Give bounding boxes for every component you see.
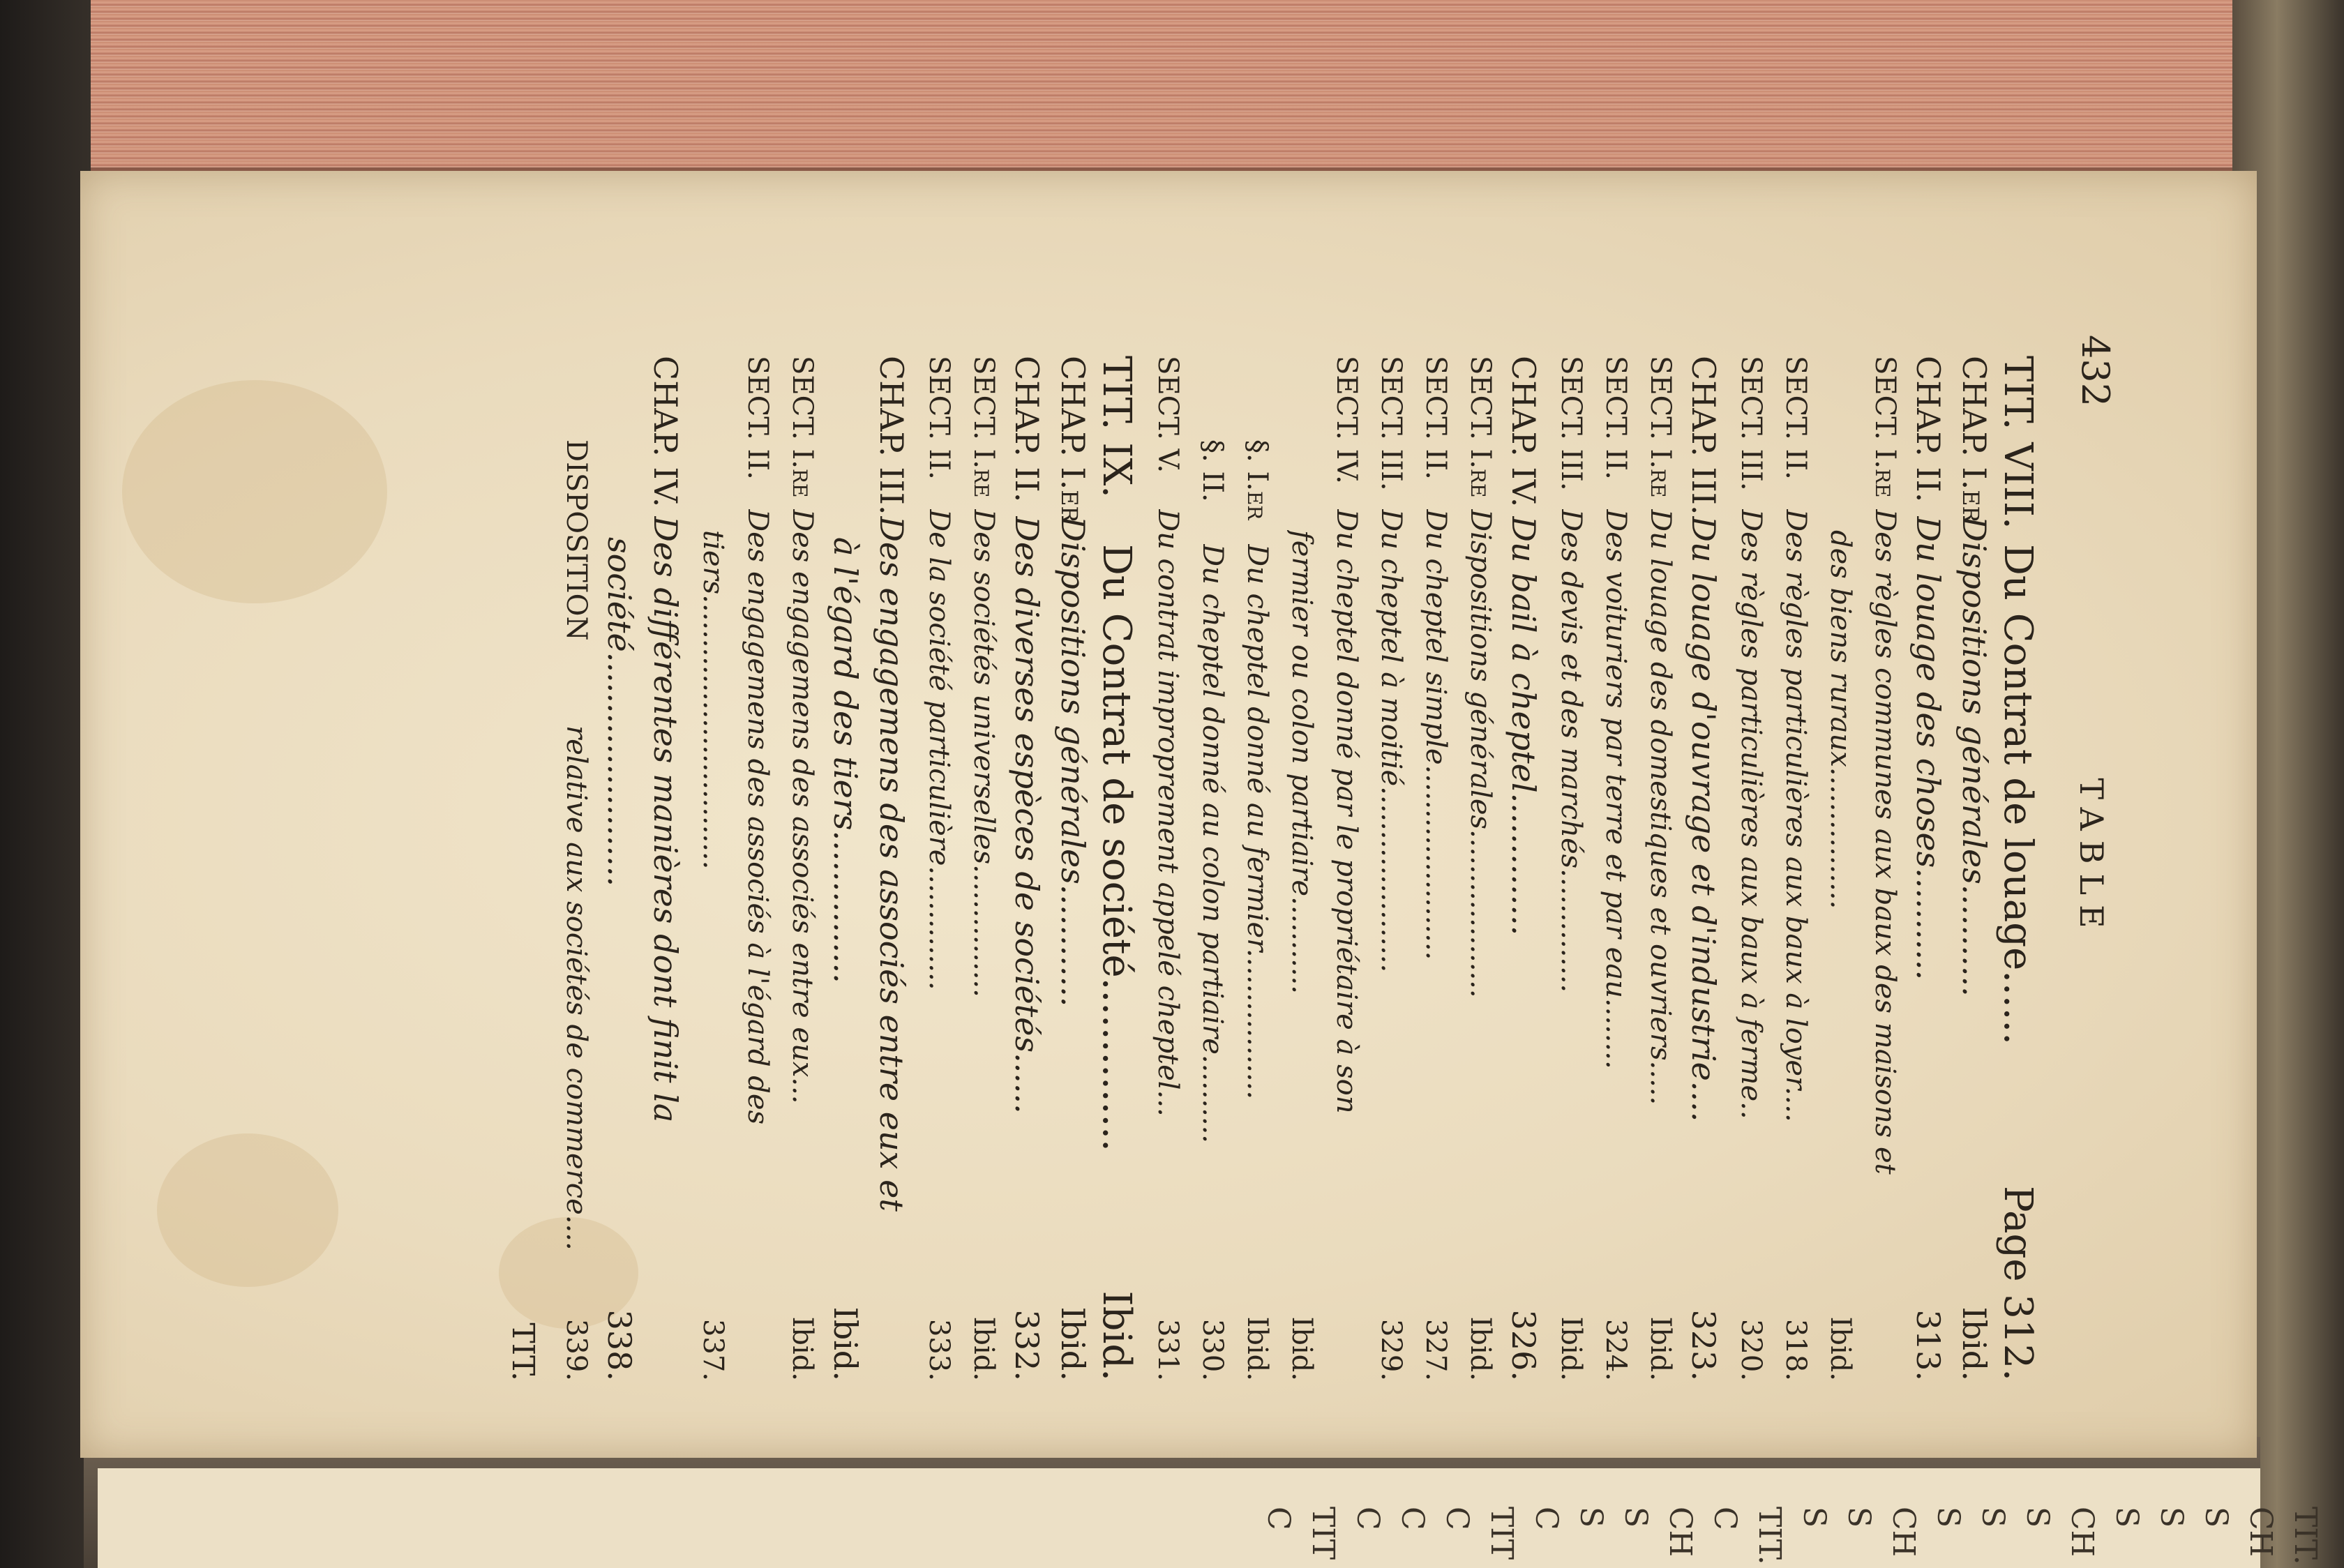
- foxing-stain: [157, 1133, 338, 1287]
- entry-title: Des engagemens des associés entre eux et: [873, 516, 910, 1212]
- facing-page-fragment: S: [1975, 1507, 2011, 1528]
- entry-page: Ibid.: [1555, 1316, 1587, 1381]
- entry-page: Ibid.: [827, 1306, 864, 1381]
- facing-page-fragment: S: [2020, 1507, 2055, 1528]
- entry-label: SECT. I.re: [1644, 356, 1676, 498]
- running-title: TABLE: [2073, 778, 2110, 938]
- toc-entry: [1992, 335, 2041, 1381]
- toc-entry: [1224, 335, 1273, 1381]
- entry-title: Du cheptel à moitié.....................: [1375, 509, 1407, 973]
- entry-label: §. I.er: [1241, 439, 1273, 520]
- entry-page: 330.: [1196, 1318, 1229, 1381]
- entry-page: 324.: [1600, 1318, 1632, 1381]
- toc-entry: [1090, 335, 1139, 1381]
- toc-entry: [1763, 335, 1812, 1381]
- entry-title: Des règles communes aux baux des maisons et: [1869, 509, 1901, 1175]
- facing-page-fragment: S: [2109, 1507, 2144, 1528]
- toc-entry: [1718, 335, 1767, 1381]
- facing-page-fragment: S: [1930, 1507, 1966, 1528]
- entry-page: 332.: [1008, 1309, 1046, 1381]
- entry-label: SECT. IV.: [1330, 356, 1362, 484]
- facing-page-fragment: C: [1261, 1507, 1296, 1530]
- entry-title: Du cheptel donné au colon partiaire..........: [1196, 544, 1229, 1144]
- entry-page: Ibid.: [1241, 1316, 1273, 1381]
- toc-entry: [1538, 335, 1587, 1381]
- entry-page: Ibid.: [1644, 1316, 1676, 1381]
- entry-label: SECT. II.: [742, 356, 774, 480]
- toc-entry: [1852, 335, 1901, 1381]
- facing-page-fragment: S: [2154, 1507, 2189, 1528]
- entry-label: CHAP. I.er: [1054, 356, 1092, 523]
- facing-page-fragment: TIT.: [1752, 1507, 1787, 1565]
- facing-page-fragment: C: [1528, 1507, 1564, 1530]
- facing-page-fragment: CH: [1662, 1507, 1698, 1558]
- catchword: TIT.: [505, 1322, 541, 1381]
- toc-entry: [1269, 335, 1318, 1381]
- entry-title: Des différentes manières dont finit la: [647, 516, 684, 1123]
- entry-title: Des voituriers par terre et par eau........: [1600, 509, 1632, 1069]
- entry-title: Du cheptel simple......................: [1420, 509, 1452, 960]
- entry-title: des biens ruraux................: [1824, 530, 1856, 910]
- entry-page: Ibid.: [968, 1316, 1000, 1381]
- entry-label: TIT. IX.: [1094, 356, 1139, 498]
- entry-title: Du louage des domestiques et ouvriers.....: [1644, 509, 1676, 1106]
- facing-page-fragment: S: [2198, 1507, 2234, 1528]
- entry-title: Du contrat improprement appelé cheptel...: [1152, 509, 1184, 1117]
- facing-page-fragment: C: [1350, 1507, 1385, 1530]
- toc-entry: [680, 335, 729, 1381]
- entry-title: Du cheptel donné au fermier.................: [1241, 544, 1273, 1100]
- entry-page: 313.: [1909, 1309, 1947, 1381]
- entry-page: 327.: [1420, 1318, 1452, 1381]
- facing-page-fragment: C: [1395, 1507, 1430, 1530]
- entry-title: Du louage d'ouvrage et d'industrie....: [1685, 516, 1722, 1122]
- facing-page-fragment: TIT: [1484, 1507, 1519, 1560]
- toc-entry: [1358, 335, 1407, 1381]
- toc-entry: [1898, 335, 1947, 1381]
- entry-page: Ibid.: [1094, 1290, 1139, 1381]
- entry-label: CHAP. III.: [873, 356, 910, 515]
- facing-page-fragment: CH: [1886, 1507, 1921, 1558]
- entry-label: SECT. II.: [1780, 356, 1812, 480]
- entry-title: Du bail à cheptel..............: [1505, 516, 1542, 936]
- entry-label: CHAP. I.er: [1955, 356, 1993, 523]
- entry-title: Des engagemens des associés entre eux...: [786, 509, 818, 1104]
- entry-label: SECT. II.: [1420, 356, 1452, 480]
- entry-label: SECT. V.: [1152, 356, 1184, 474]
- entry-title: Des règles particulières aux baux à ferme..: [1735, 509, 1767, 1120]
- entry-page: Ibid.: [1286, 1316, 1318, 1381]
- entry-page: Ibid.: [1464, 1316, 1496, 1381]
- toc-entry: [862, 335, 910, 1381]
- entry-label: SECT. II.: [1600, 356, 1632, 480]
- entry-label: SECT. I.re: [1464, 356, 1496, 498]
- entry-title: Dispositions générales...................: [1464, 509, 1496, 998]
- entry-page: 331.: [1152, 1318, 1184, 1381]
- entry-title: Des règles particulières aux baux à loyer....: [1780, 509, 1812, 1122]
- facing-page-fragment: S: [1618, 1507, 1653, 1528]
- toc-entry: [1583, 335, 1632, 1381]
- facing-page-fragment: TIT: [1305, 1507, 1341, 1560]
- entry-label: §. II.: [1196, 439, 1229, 502]
- facing-page-fragment: CH: [2243, 1507, 2278, 1558]
- page-edges-red: [91, 0, 2288, 172]
- entry-title: fermier ou colon partiaire...........: [1286, 530, 1318, 994]
- entry-label: CHAP. III.: [1685, 356, 1722, 515]
- toc-entry: [1628, 335, 1676, 1381]
- toc-entry: [1043, 335, 1092, 1381]
- entry-title: Du Contrat de louage......: [1995, 544, 2041, 1046]
- entry-title: De la société particulière..............: [923, 509, 955, 990]
- entry-label: SECT. III.: [1375, 356, 1407, 491]
- entry-title: tiers...............................: [697, 530, 729, 870]
- toc-entry: [543, 335, 592, 1381]
- entry-page: 333.: [923, 1318, 955, 1381]
- entry-label: SECT. I.re: [1869, 356, 1901, 498]
- toc-entry: [1808, 335, 1856, 1381]
- facing-page-fragment: TIT.: [2287, 1507, 2323, 1565]
- entry-label: DISPOSITION: [560, 439, 592, 641]
- page-header: [2054, 335, 2117, 1381]
- entry-title: relative aux sociétés de commerce....: [560, 725, 592, 1251]
- toc-entry: [1494, 335, 1542, 1381]
- facing-page-fragment: C: [1439, 1507, 1475, 1530]
- entry-label: CHAP. IV.: [1505, 356, 1542, 508]
- facing-page-fragment: CH: [2064, 1507, 2100, 1558]
- toc-entry: [1944, 335, 1993, 1381]
- entry-title: Des sociétés universelles...............: [968, 509, 1000, 997]
- entry-page: 337.: [697, 1318, 729, 1381]
- toc-entry: [816, 335, 864, 1381]
- facing-page-fragment: C: [1707, 1507, 1743, 1530]
- facing-page-fragment: S: [1573, 1507, 1609, 1528]
- entry-page: 326.: [1505, 1309, 1542, 1381]
- toc-entry: [769, 335, 818, 1381]
- entry-label: SECT. II.: [923, 356, 955, 480]
- toc-entry: [1135, 335, 1184, 1381]
- entry-title: Des diverses espèces de sociétés......: [1008, 516, 1046, 1114]
- toc-entry: [1180, 335, 1229, 1381]
- entry-page: Page 312.: [1995, 1185, 2041, 1381]
- entry-page: 329.: [1375, 1318, 1407, 1381]
- entry-title: Du cheptel donné par le propriétaire à son: [1330, 509, 1362, 1114]
- toc-entry: [1674, 335, 1722, 1381]
- facing-page-fragment: S: [1796, 1507, 1832, 1528]
- entry-title: Du Contrat de société..............: [1094, 544, 1139, 1152]
- entry-label: SECT. I.re: [786, 356, 818, 498]
- entry-page: Ibid.: [1824, 1316, 1856, 1381]
- entry-page: Ibid.: [1054, 1306, 1092, 1381]
- entry-label: CHAP. IV.: [647, 356, 684, 508]
- entry-page: 318.: [1780, 1318, 1812, 1381]
- page-number: 432: [2073, 335, 2117, 407]
- entry-title: Dispositions générales...........: [1955, 516, 1993, 997]
- facing-page-fragment: S: [1841, 1507, 1877, 1528]
- entry-page: 323.: [1685, 1309, 1722, 1381]
- toc-entry: [951, 335, 1000, 1381]
- entry-label: CHAP. II.: [1909, 356, 1947, 503]
- entry-label: SECT. I.re: [968, 356, 1000, 498]
- toc-entry: [906, 335, 955, 1381]
- entry-label: TIT. VIII.: [1995, 356, 2041, 529]
- toc-entry: [725, 335, 774, 1381]
- entry-page: 339.: [560, 1318, 592, 1381]
- toc-entry: [997, 335, 1046, 1381]
- entry-page: Ibid.: [786, 1316, 818, 1381]
- entry-label: CHAP. II.: [1008, 356, 1046, 503]
- entry-title: société.......................: [601, 537, 638, 887]
- toc-entry: [636, 335, 684, 1381]
- entry-page: Ibid.: [1955, 1306, 1993, 1381]
- entry-page: 320.: [1735, 1318, 1767, 1381]
- entry-title: Des devis et des marchés..............: [1555, 509, 1587, 993]
- entry-title: Des engagemens des associés à l'égard des: [742, 509, 774, 1125]
- entry-label: SECT. III.: [1735, 356, 1767, 491]
- toc-entry: [1314, 335, 1362, 1381]
- foxing-stain: [122, 380, 387, 603]
- toc-entry: [1403, 335, 1452, 1381]
- toc-entry: [1448, 335, 1496, 1381]
- toc-entry: [589, 335, 638, 1381]
- table-of-contents: [359, 335, 2117, 1381]
- entry-title: Dispositions générales............: [1054, 516, 1092, 1007]
- entry-label: SECT. III.: [1555, 356, 1587, 491]
- entry-title: à l'égard des tiers...............: [827, 537, 864, 983]
- entry-title: Du louage des choses...........: [1909, 516, 1947, 981]
- entry-page: 338.: [601, 1309, 638, 1381]
